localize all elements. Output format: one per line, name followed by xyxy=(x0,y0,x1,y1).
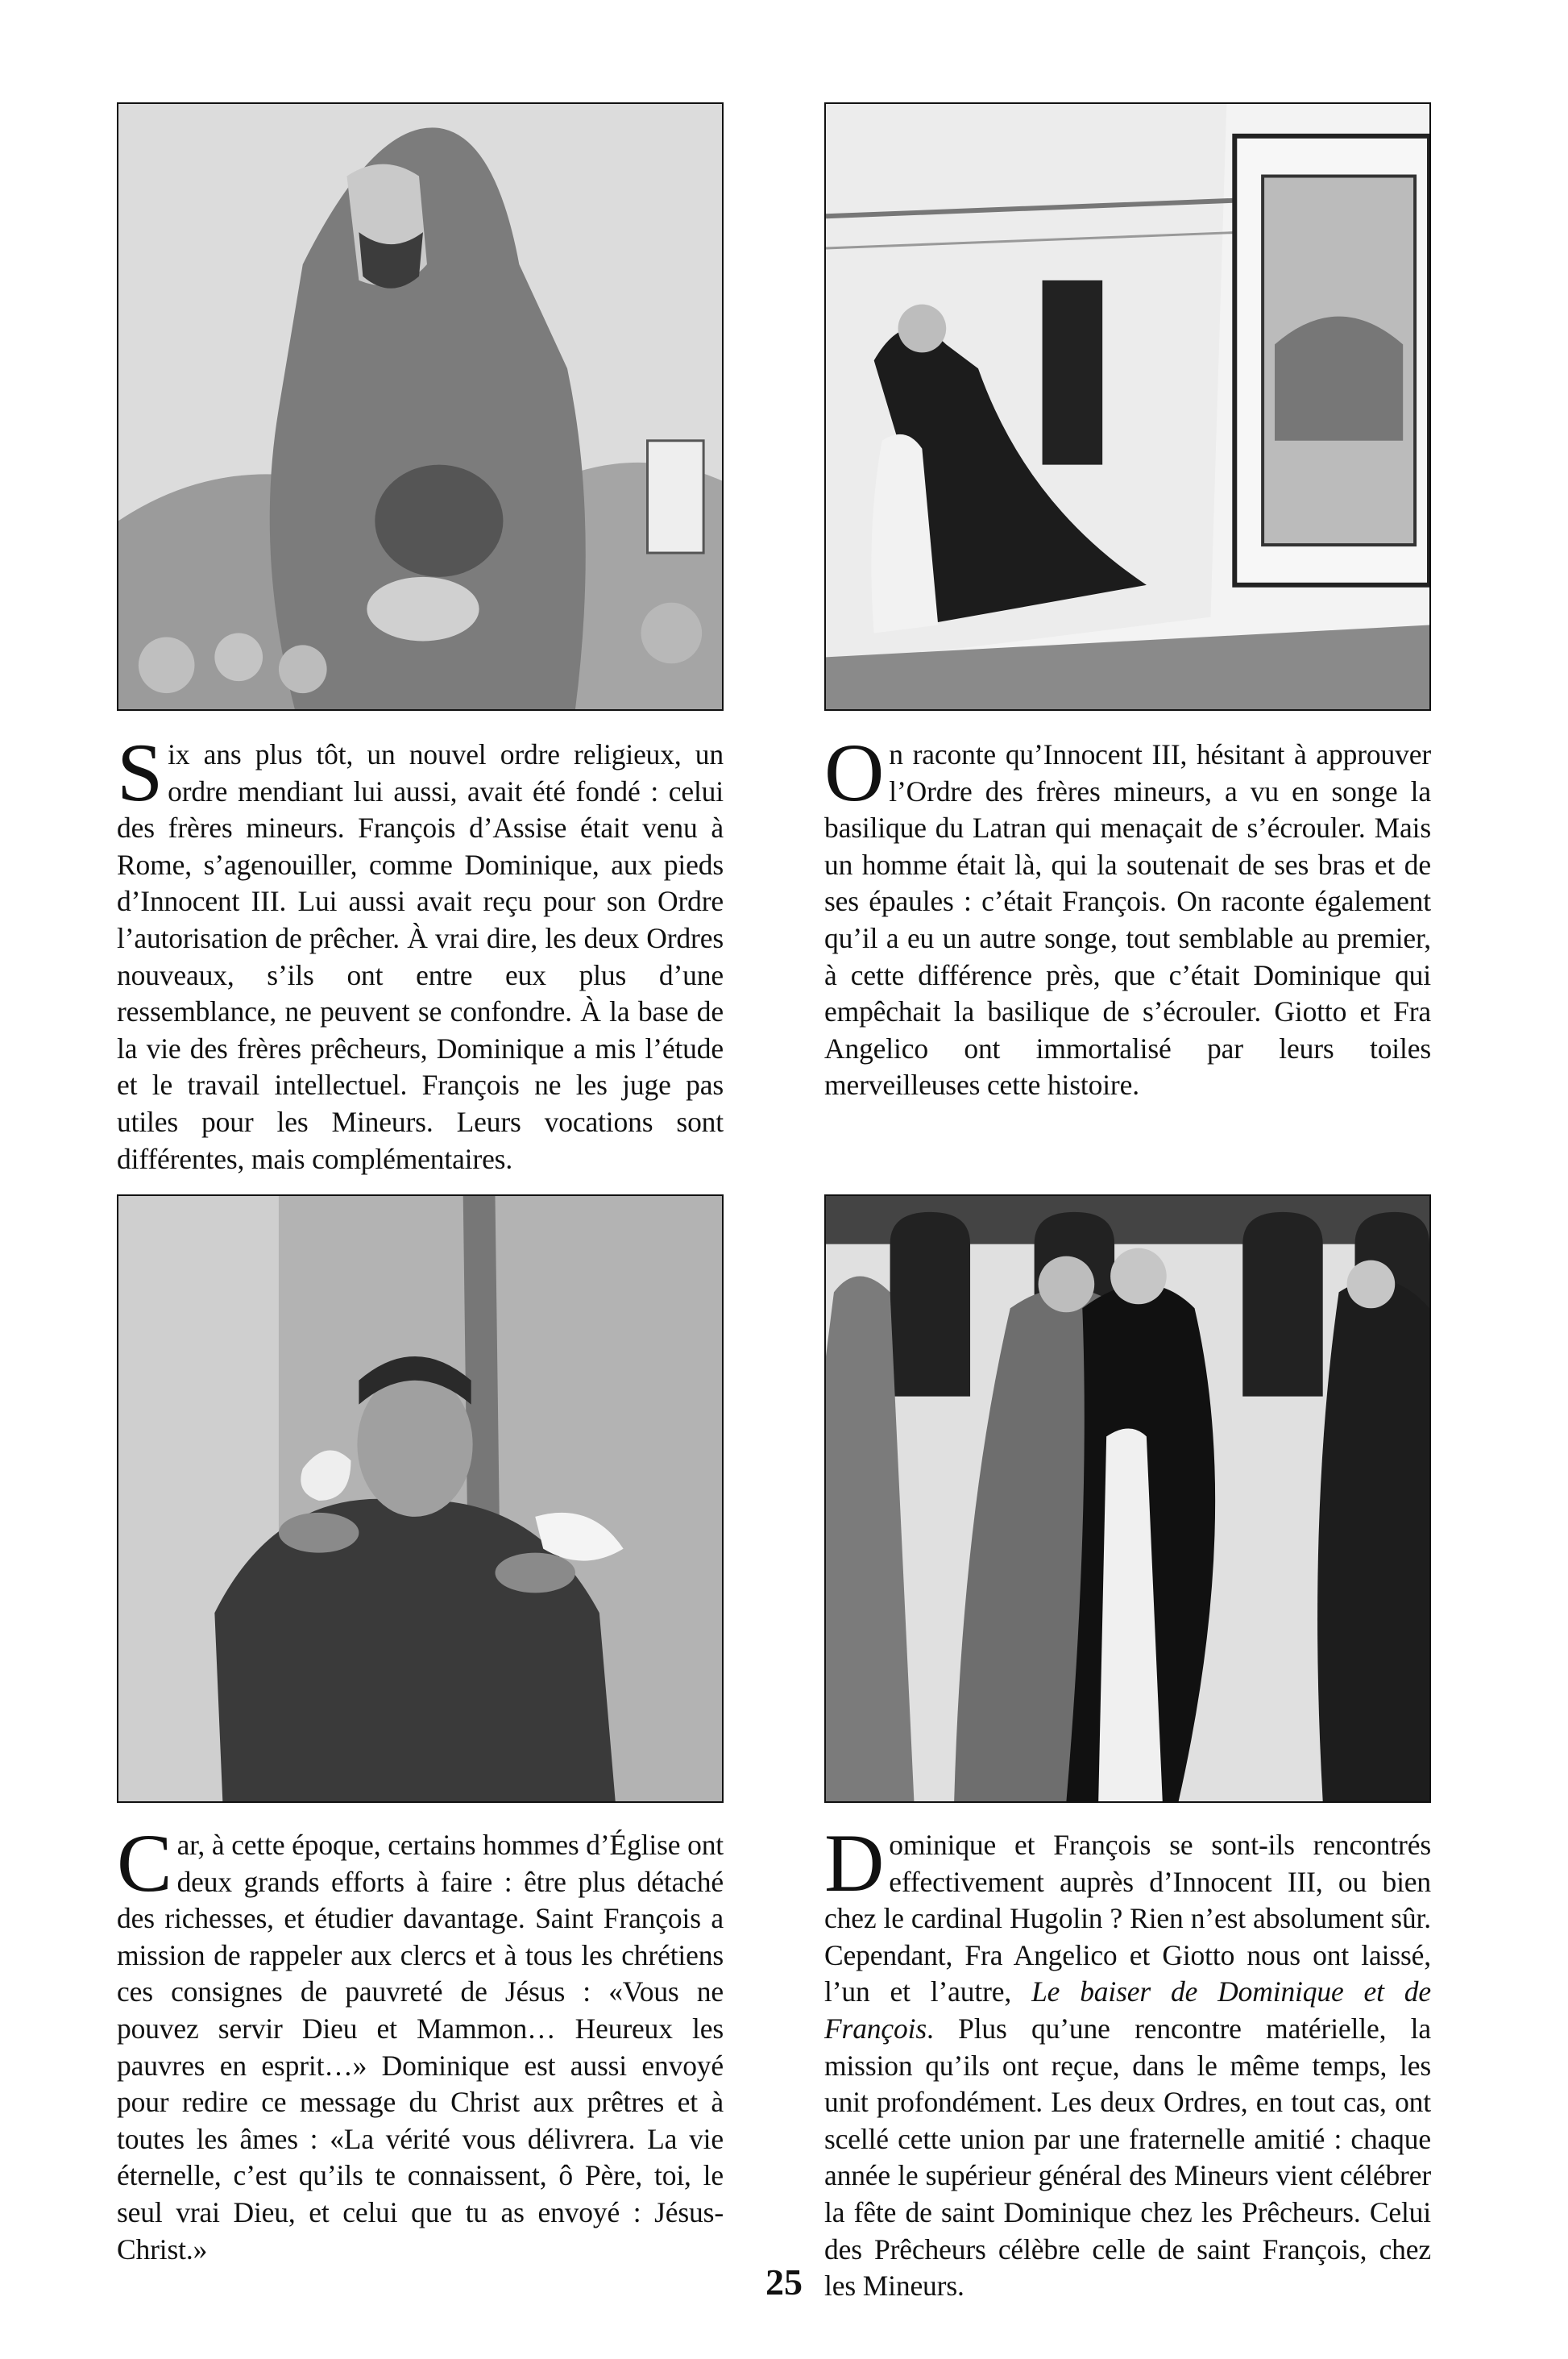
paragraph-dominique-et-francois xyxy=(824,1817,1431,2305)
paragraph-text-part1: ominique et François se sont-ils rencontrés effectivement auprès d’Innocent III, ou bien chez le cardinal Hugolin ? Rien n’est absolument sûr. Cependant, Fra Angelico et Giotto nous ont laissé, l’un et l’autre, xyxy=(824,1829,1431,2008)
illustration-kiss-dominic-francis xyxy=(824,1194,1431,1803)
dropcap: D xyxy=(824,1817,885,1909)
artwork-title: Le baiser de Dominique et de François xyxy=(824,1975,1431,2045)
dropcap: C xyxy=(117,1817,172,1909)
paragraph-text-part2: . Plus qu’une rencontre matérielle, la mission qu’ils ont reçue, dans le même temps, les unit profondément. Les deux Ordres, en tout cas, ont scellé cette union par une fraternelle amitié : chaque année le supérieur général des Mineurs vient célébrer la fête de saint Dominique chez les Prêcheurs. Celui des Prêcheurs célèbre celle de saint François, chez les Mineurs. xyxy=(824,2012,1431,2303)
dropcap: O xyxy=(824,727,885,819)
paragraph-text: n raconte qu’Innocent III, hésitant à approuver l’Ordre des frères mineurs, a vu en songe la basilique du Latran qui menaçait de s’écrouler. Mais un homme était là, qui la soutenait de ses bras et de ses épaules : c’était François. On raconte également qu’il a eu un autre songe, tout semblable au premier, à cette différence près, que c’était Dominique qui empêchait la basilique de s’écrouler. Giotto et Fra Angelico ont immortalisé par leurs toiles merveilleuses cette histoire. xyxy=(824,738,1431,1102)
paragraph-six-ans xyxy=(117,727,724,1177)
paragraph-on-raconte xyxy=(824,727,1431,1104)
dropcap: S xyxy=(117,727,164,819)
illustration-francis-doves xyxy=(117,1194,724,1803)
illustration-hooded-friar xyxy=(117,102,724,711)
page-number: 25 xyxy=(765,2261,803,2303)
paragraph-text: ar, à cette époque, certains hommes d’Église ont deux grands efforts à faire : être plus détaché des richesses, et étudier davantage. Saint François a mission de rappeler aux clercs et à tous les chrétiens ces consignes de pauvreté de Jésus : «Vous ne pouvez servir Dieu et Mammon… Heureux les pauvres en esprit…» Dominique est aussi envoyé pour redire ce message du Christ aux prêtres et à toutes les âmes : «La vérité vous délivrera. La vie éternelle, c’est qu’ils te connaissent, ô Père, toi, le seul vrai Dieu, et celui que tu as envoyé : Jésus-Christ.» xyxy=(117,1829,724,2266)
paragraph-car-a-cette-epoque xyxy=(117,1817,724,2268)
paragraph-text: ix ans plus tôt, un nouvel ordre religieux, un ordre mendiant lui aussi, avait été fondé : celui des frères mineurs. François d’Assise était venu à Rome, s’agenouiller, comme Dominique, aux pieds d’Innocent III. Lui aussi avait reçu pour son Ordre l’autorisation de prêcher. À vrai dire, les deux Ordres nouveaux, s’ils ont entre eux plus d’une ressemblance, ne peuvent se confondre. À la base de la vie des frères prêcheurs, Dominique a mis l’étude et le travail intellectuel. François ne les juge pas utiles pour les Mineurs. Leurs vocations sont différentes, mais complémentaires. xyxy=(117,738,724,1175)
illustration-basilica-dream xyxy=(824,102,1431,711)
